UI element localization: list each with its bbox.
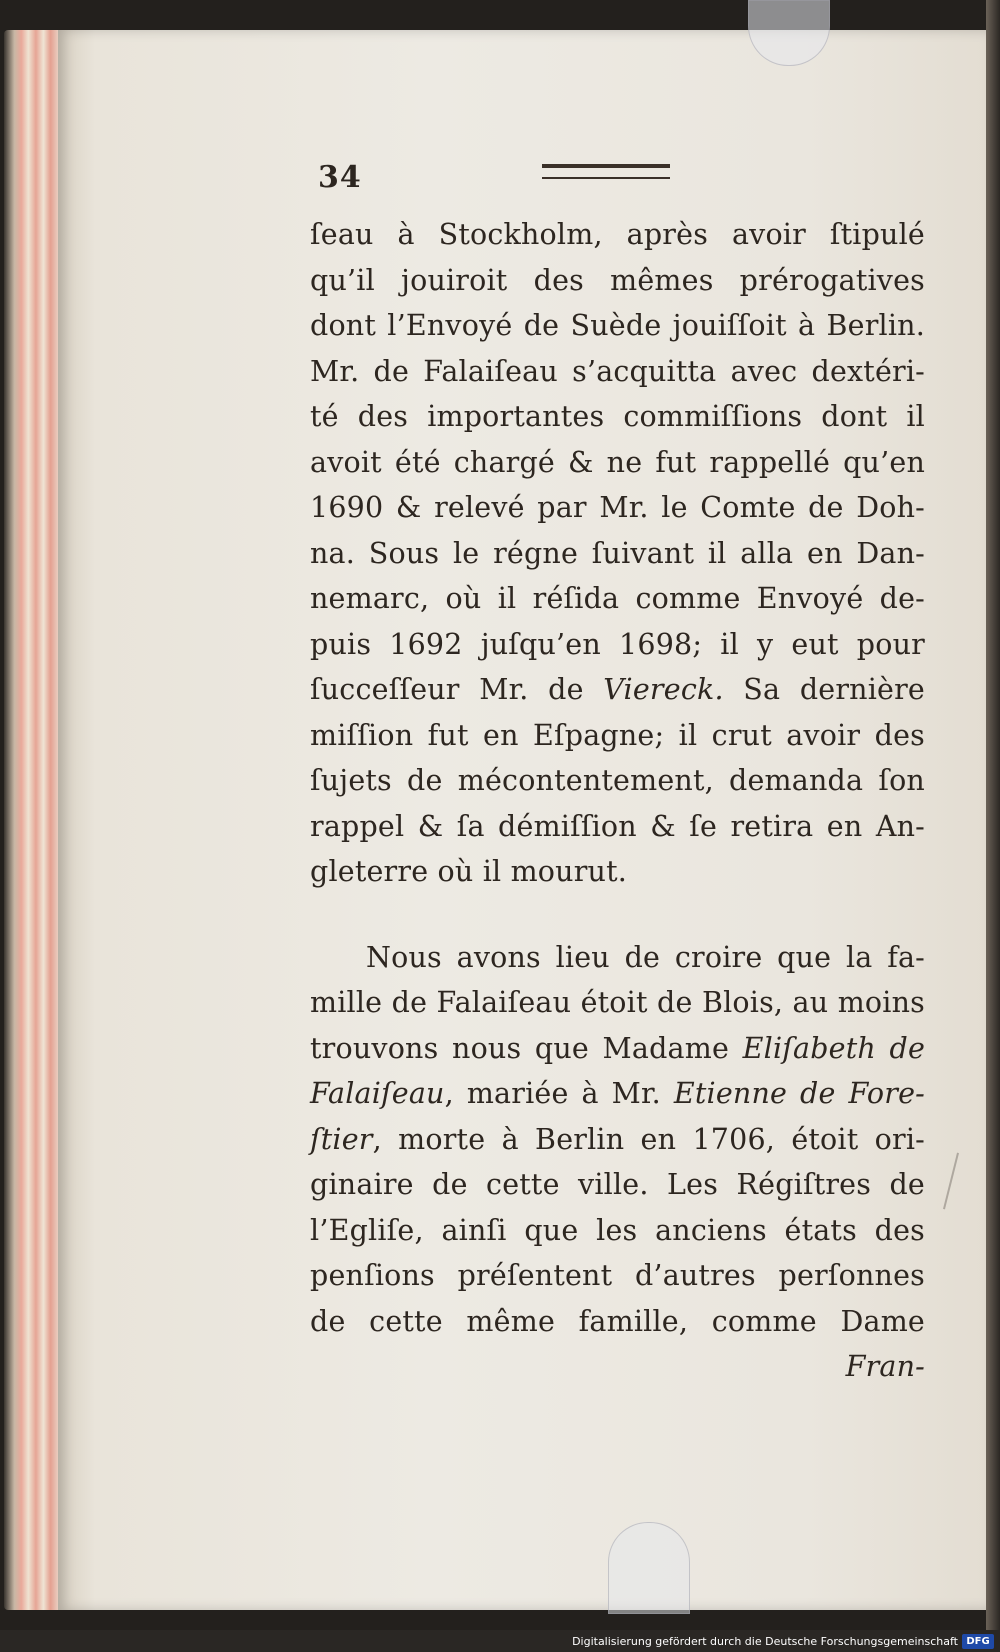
text-segment: l’Egliſe, ainſi que les anciens états des [310,1213,925,1247]
italic-text-segment: Eliſabeth de [742,1031,926,1065]
catchword-text: Fran- [845,1350,925,1383]
paragraph [310,212,925,895]
book-page-edges [4,30,62,1610]
text-segment: té des importantes commiſſions dont il [310,400,925,433]
text-line [310,1253,925,1299]
text-line [310,713,925,759]
text-line [310,440,925,486]
running-header [310,160,925,212]
text-segment: na. Sous le régne ſuivant il alla en Dan- [310,536,925,570]
text-line [310,935,925,981]
dfg-logo: DFG [962,1634,994,1649]
text-line [310,485,925,531]
text-segment: ſujets de mécontentement, demanda ſon [310,764,925,797]
text-line [310,758,925,804]
italic-text-segment: Etienne de Fore- [673,1077,925,1110]
text-segment: mille de Falaiſeau étoit de Blois, au moins [310,986,925,1019]
catchword [310,1344,925,1390]
text-segment: penſions préſentent d’autres perſonnes [310,1259,925,1292]
text-segment: ſucceſſeur Mr. de [310,673,604,706]
text-line [310,303,925,349]
text-line [310,980,925,1026]
text-line [310,1026,925,1072]
text-segment: ginaire de cette ville. Les Régiſtres de [310,1168,925,1201]
text-segment: puis 1692 juſqu’en 1698; il y eut pour [310,627,925,661]
text-line [310,667,925,713]
text-line [310,394,925,440]
text-segment: Sa dernière [723,673,925,706]
text-segment: , morte à Berlin en 1706, étoit ori- [372,1122,925,1156]
italic-text-segment: ſtier [310,1122,373,1156]
text-line [310,622,925,668]
page-number: 34 [318,160,362,195]
text-segment: miſſion fut en Eſpagne; il crut avoir des [310,718,925,752]
text-line [310,531,925,577]
text-line [310,1117,925,1163]
text-segment: Nous avons lieu de croire que la fa- [366,940,925,974]
text-segment: Mr. de Falaiſeau s’acquitta avec dextéri- [310,354,925,388]
text-line [310,1208,925,1254]
text-line [310,258,925,304]
text-segment: 1690 & relevé par Mr. le Comte de Doh- [310,491,925,524]
text-line [310,1071,925,1117]
header-rule-ornament [542,164,670,179]
text-line [310,849,925,895]
text-segment: avoit été chargé & ne fut rappellé qu’en [310,445,925,479]
text-segment: gleterre où il mourut. [310,855,628,888]
body-text [310,212,925,1344]
text-segment: de cette même famille, comme Dame [310,1304,925,1338]
italic-text-segment: Falaiſeau [310,1077,445,1110]
text-line [310,212,925,258]
text-segment: trouvons nous que Madame [310,1031,743,1065]
text-segment: ſeau à Stockholm, après avoir ſtipulé [310,218,925,251]
paragraph [310,935,925,1345]
paragraph-gap [310,895,925,935]
text-line [310,804,925,850]
page-clip-bottom [608,1522,690,1614]
text-line [310,349,925,395]
page-text [310,160,925,1390]
text-segment: , mariée à Mr. [444,1077,674,1110]
italic-text-segment: Viereck. [603,673,724,706]
text-line [310,576,925,622]
text-segment: qu’il jouiroit des mêmes prérogatives [310,263,925,297]
text-segment: nemarc, où il réſida comme Envoyé de- [310,582,925,615]
text-segment: dont l’Envoyé de Suède jouiſſoit à Berlin. [310,309,925,342]
funding-credit: Digitalisierung gefördert durch die Deutsche Forschungsgemeinschaft [572,1635,958,1648]
text-segment: rappel & ſa démiſſion & ſe retira en An- [310,809,925,843]
text-line [310,1299,925,1345]
text-line [310,1162,925,1208]
digitization-footer [0,1630,1000,1652]
binding-shadow [986,0,1000,1652]
